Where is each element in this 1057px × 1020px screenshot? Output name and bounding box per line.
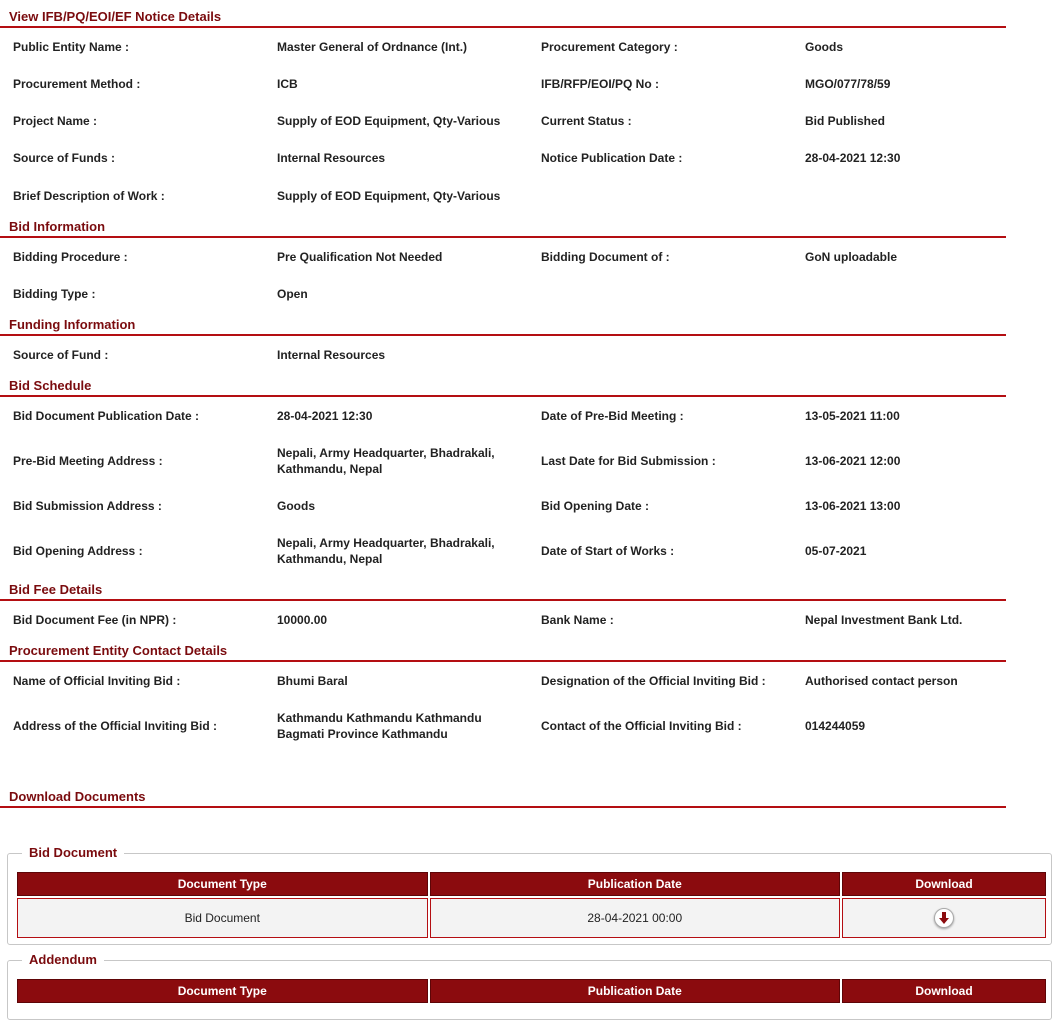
section-title: Bid Information [9,219,106,234]
opening-date-label: Bid Opening Date : [541,499,649,513]
entity-label: Public Entity Name : [13,40,130,54]
official-address-value [277,710,482,742]
ifb-label: IFB/RFP/EOI/PQ No : [541,77,660,91]
funds-value: Internal Resources [277,151,386,165]
addendum-table [15,977,1048,1005]
section-title: Bid Fee Details [9,582,103,597]
download-arrow-icon[interactable] [934,908,954,928]
section-bid-schedule [0,369,1006,397]
section-title: Download Documents [9,789,146,804]
status-value: Bid Published [805,114,886,128]
section-title: Funding Information [9,317,136,332]
category-label: Procurement Category : [541,40,678,54]
address-line: Kathmandu, Nepal [277,462,383,476]
fee-value: 10000.00 [277,613,328,627]
column-header: Document Type [17,979,428,1003]
prebid-address-value [277,445,495,477]
section-title: View IFB/PQ/EOI/EF Notice Details [9,9,222,24]
designation-label: Designation of the Official Inviting Bid : [541,674,766,688]
section-title: Bid Schedule [9,378,92,393]
start-works-value: 05-07-2021 [805,544,867,558]
method-value: ICB [277,77,298,91]
bidding-type-label: Bidding Type : [13,287,96,301]
column-header: Publication Date [430,979,841,1003]
fund-source-label: Source of Fund : [13,348,109,362]
prebid-date-value: 13-05-2021 11:00 [805,409,900,423]
download-cell [842,898,1046,938]
entity-value: Master General of Ordnance (Int.) [277,40,468,54]
official-contact-label: Contact of the Official Inviting Bid : [541,719,742,733]
pubdate-value: 28-04-2021 12:30 [805,151,901,165]
procedure-label: Bidding Procedure : [13,250,128,264]
ifb-value: MGO/077/78/59 [805,77,891,91]
section-bid-fee-details [0,573,1006,601]
bid-pub-date-value: 28-04-2021 12:30 [277,409,373,423]
last-submission-label: Last Date for Bid Submission : [541,454,716,468]
bid-pub-date-label: Bid Document Publication Date : [13,409,200,423]
table-header-row [17,872,1046,896]
section-download-documents [0,780,1006,808]
table-header-row [17,979,1046,1003]
column-header: Publication Date [430,872,841,896]
funds-label: Source of Funds : [13,151,115,165]
section-title: Procurement Entity Contact Details [9,643,228,658]
project-label: Project Name : [13,114,98,128]
address-line: Bagmati Province Kathmandu [277,727,448,741]
bidding-document-label: Bidding Document of : [541,250,670,264]
section-funding-information [0,308,1006,336]
method-label: Procurement Method : [13,77,141,91]
bidding-type-value: Open [277,287,308,301]
category-value: Goods [805,40,843,54]
designation-value: Authorised contact person [805,674,958,688]
opening-date-value: 13-06-2021 13:00 [805,499,901,513]
opening-address-label: Bid Opening Address : [13,544,143,558]
bid-document-legend: Bid Document [22,845,124,861]
description-value: Supply of EOD Equipment, Qty-Various [277,189,501,203]
pubdate-label: Notice Publication Date : [541,151,683,165]
column-header: Document Type [17,872,428,896]
official-name-value: Bhumi Baral [277,674,348,688]
prebid-date-label: Date of Pre-Bid Meeting : [541,409,684,423]
table-row [17,898,1046,938]
bank-value: Nepal Investment Bank Ltd. [805,613,963,627]
column-header: Download [842,979,1046,1003]
procedure-value: Pre Qualification Not Needed [277,250,443,264]
section-contact-details [0,634,1006,662]
fee-label: Bid Document Fee (in NPR) : [13,613,177,627]
document-type-cell: Bid Document [17,898,428,938]
fund-source-value: Internal Resources [277,348,386,362]
official-name-label: Name of Official Inviting Bid : [13,674,181,688]
project-value: Supply of EOD Equipment, Qty-Various [277,114,501,128]
address-line: Nepali, Army Headquarter, Bhadrakali, [277,446,495,460]
column-header: Download [842,872,1046,896]
prebid-address-label: Pre-Bid Meeting Address : [13,454,163,468]
publication-date-cell: 28-04-2021 00:00 [430,898,841,938]
address-line: Kathmandu Kathmandu Kathmandu [277,711,482,725]
address-line: Kathmandu, Nepal [277,552,383,566]
status-label: Current Status : [541,114,632,128]
bid-document-panel [7,845,1052,945]
description-label: Brief Description of Work : [13,189,165,203]
official-address-label: Address of the Official Inviting Bid : [13,719,218,733]
submission-address-label: Bid Submission Address : [13,499,162,513]
addendum-panel [7,952,1052,1020]
addendum-legend: Addendum [22,952,104,968]
address-line: Nepali, Army Headquarter, Bhadrakali, [277,536,495,550]
bidding-document-value: GoN uploadable [805,250,898,264]
last-submission-value: 13-06-2021 12:00 [805,454,901,468]
section-bid-information [0,210,1006,238]
start-works-label: Date of Start of Works : [541,544,675,558]
bid-document-table [15,870,1048,940]
bank-label: Bank Name : [541,613,614,627]
official-contact-value: 014244059 [805,719,866,733]
opening-address-value [277,535,495,567]
section-notice-details [0,0,1006,28]
submission-address-value: Goods [277,499,315,513]
